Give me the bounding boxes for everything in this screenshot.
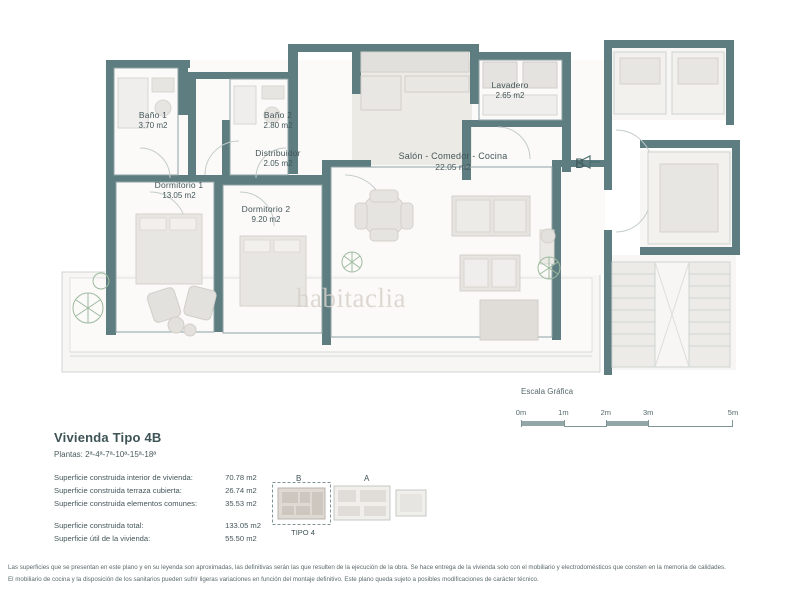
key-plan-letter-b: B [296,474,302,483]
disclaimer-line-1: Las superficies que se presentan en este plano y en su leyenda son aproximadas, las definitivas serán las que resulten de la ejecución de la obra. Se hace entrega de la vivienda solo con el mobiliario y electrodomésticos que consten en la memoria de calidades. [8,564,726,571]
room-name: Distribuidor [255,148,301,158]
scale-title: Escala Gráfica [521,387,574,396]
scale-tick: 5m [727,408,739,417]
surface-value: 55.50 m2 [225,534,257,543]
room-label-dormitorio1 [126,180,232,201]
surface-label: Superficie útil de la vivienda: [54,534,151,543]
table-row [54,534,261,547]
scale-graphic [521,420,733,427]
room-name: Dormitorio 1 [154,180,204,190]
table-row [54,473,261,486]
section-marker-b [575,155,584,171]
surface-label: Superficie construida total: [54,521,144,530]
surface-label: Superficie construida terraza cubierta: [54,486,182,495]
table-row [54,486,261,499]
room-name: Baño 2 [263,110,293,120]
page-title: Vivienda Tipo 4B [54,430,162,445]
room-label-salon [368,151,538,173]
room-area: 13.05 m2 [162,190,196,200]
room-area: 3.70 m2 [138,120,168,130]
scale-tick: 3m [642,408,654,417]
table-row [54,512,261,534]
surface-value: 35.53 m2 [225,499,257,508]
scale-tick: 0m [515,408,527,417]
surface-value: 70.78 m2 [225,473,257,482]
surface-label: Superficie construida elementos comunes: [54,499,198,508]
room-name: Dormitorio 2 [241,204,291,214]
disclaimer [8,563,778,586]
room-name: Lavadero [491,80,529,90]
plantas-line: Plantas: 2ª-4ª-7ª-10ª-15ª-18ª [54,450,157,459]
key-plan [272,476,460,538]
room-name: Baño 1 [138,110,168,120]
scale-bar [515,387,739,427]
room-area: 9.20 m2 [251,214,281,224]
key-plan-drawing [272,476,460,528]
room-label-dormitorio2 [213,204,319,225]
disclaimer-line-2: El mobiliario de cocina y la disposición de los sanitarios pueden sufrir ligeras variaciones en función del montaje definitivo. Este plano queda sujeto a posibles modificaciones de carácter técnico. [8,575,539,583]
watermark: habitaclia [296,283,406,313]
room-area: 2.80 m2 [263,120,293,130]
room-label-bano2 [243,110,313,131]
key-plan-caption: TIPO 4 [291,528,315,537]
surface-label: Superficie construida interior de vivienda: [54,473,193,482]
room-area: 2.05 m2 [263,158,293,168]
scale-tick: 1m [558,408,569,417]
scale-ticks [515,408,739,418]
section-letter: B [575,155,585,171]
room-label-lavadero [470,80,550,101]
room-label-bano1 [118,110,188,131]
room-name: Salón - Comedor - Cocina [398,151,508,161]
key-plan-letter-a: A [364,474,370,483]
scale-tick: 2m [600,408,612,417]
room-label-distribuidor [228,148,328,169]
surface-value: 26.74 m2 [225,486,257,495]
table-row [54,499,261,512]
room-area: 2.65 m2 [495,90,525,100]
surface-table [54,473,261,547]
surface-value: 133.05 m2 [225,521,261,530]
room-area: 22.05 m2 [435,162,471,173]
